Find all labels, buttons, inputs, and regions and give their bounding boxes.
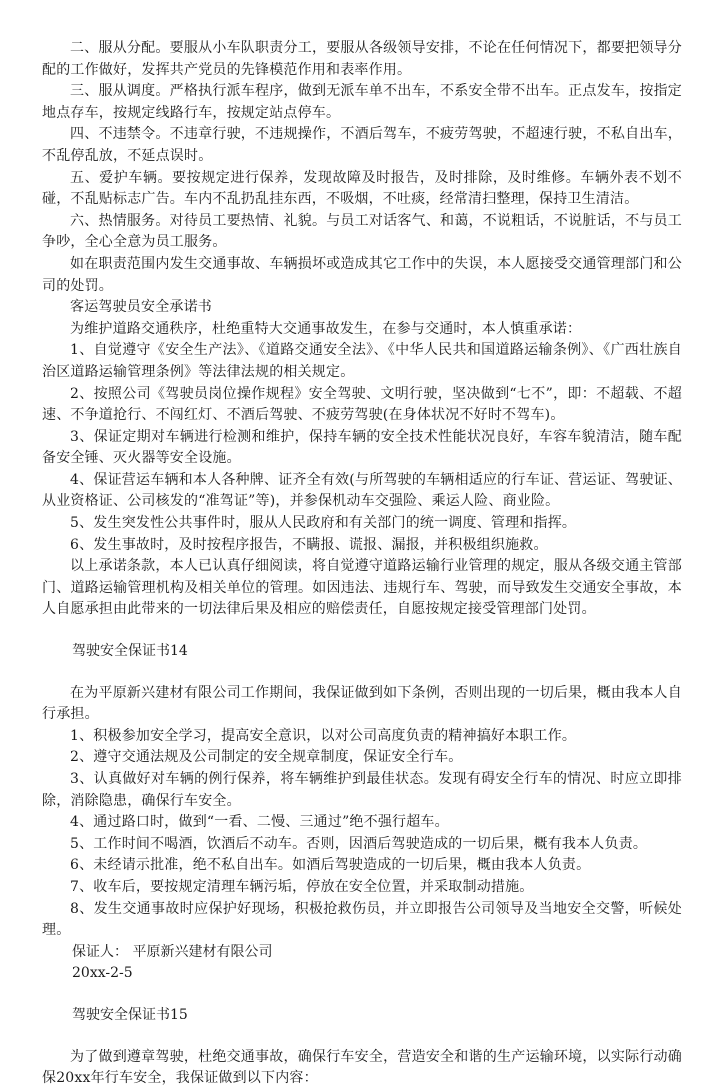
signature-date: 20xx-2-5 [72,965,133,982]
paragraph: 如在职责范围内发生交通事故、车辆损坏或造成其它工作中的失误，本人愿接受交通管理部门和公司的处罚。 [42,255,682,294]
intro-paragraph: 为维护道路交通秩序，杜绝重特大交通事故发生，在参与交通时，本人慎重承诺： [70,320,582,337]
intro-paragraph: 为了做到遵章驾驶，杜绝交通事故，确保行车安全，营造安全和谐的生产运输环境，以实际行动确保20xx年行车安全，我保证做到以下内容： [42,1048,682,1087]
section-title: 驾驶安全保证书14 [72,643,188,660]
intro-paragraph: 在为平原新兴建材有限公司工作期间，我保证做到如下条例，否则出现的一切后果，概由我本人自行承担。 [42,684,682,723]
list-item: 5、工作时间不喝酒，饮酒后不动车。否则，因酒后驾驶造成的一切后果，概有我本人负责。 [70,835,648,852]
guarantor-label: 保证人： [72,943,128,960]
list-item: 6、未经请示批准，绝不私自出车。如酒后驾驶造成的一切后果，概由我本人负责。 [70,857,591,874]
list-item: 8、发生交通事故时应保护好现场，积极抢救伤员，并立即报告公司领导及当地安全交警，听候处理。 [42,900,682,939]
list-item: 2、按照公司《驾驶员岗位操作规程》安全驾驶、文明行驶，坚决做到“七不”，即：不超载、不超速、不争道抢行、不闯红灯、不酒后驾驶、不疲劳驾驶(在身体状况不好时不驾车)。 [42,385,682,424]
paragraph: 六、热情服务。对待员工要热情、礼貌。与员工对话客气、和蔼，不说粗话，不说脏话，不与员工争吵，全心全意为员工服务。 [42,212,682,251]
list-item: 4、保证营运车辆和本人各种牌、证齐全有效(与所驾驶的车辆相适应的行车证、营运证、驾驶证、从业资格证、公司核发的“准驾证”等)，并参保机动车交强险、乘运人险、商业险。 [42,471,682,510]
list-item: 7、收车后，要按规定清理车辆污垢，停放在安全位置，并采取制动措施。 [70,878,534,895]
section-title: 驾驶安全保证书15 [72,1006,188,1023]
list-item: 1、积极参加安全学习，提高安全意识，以对公司高度负责的精神搞好本职工作。 [70,727,577,744]
section-duty-rules [42,38,682,297]
guarantor-name: 平原新兴建材有限公司 [132,943,273,960]
guarantor-line [42,942,682,964]
closing-paragraph: 以上承诺条款，本人已认真仔细阅读，将自觉遵守道路运输行业管理的规定，服从各级交通主管部门、道路运输管理机构及相关单位的管理。如因违法、违规行车、驾驶，而导致发生交通安全事故，本人自愿承担由此带来的一切法律后果及相应的赔偿责任，自愿按规定接受管理部门处罚。 [42,558,682,618]
section-safety-guarantee-14 [42,641,682,985]
list-item: 1、自觉遵守《安全生产法》、《道路交通安全法》、《中华人民共和国道路运输条例》、《广西壮族自治区道路运输管理条例》等法律法规的相关规定。 [42,342,682,380]
paragraph: 二、服从分配。要服从小车队职责分工，要服从各级领导安排，不论在任何情况下，都要把领导分配的工作做好，发挥共产党员的先锋模范作用和表率作用。 [42,40,682,78]
list-item: 6、发生事故时，及时按程序报告，不瞒报、谎报、漏报，并积极组织施救。 [70,536,548,553]
paragraph: 三、服从调度。严格执行派车程序，做到无派车单不出车，不系安全带不出车。正点发车，按指定地点存车，按规定线路行车，按规定站点停车。 [42,83,682,121]
list-item: 2、遵守交通法规及公司制定的安全规章制度，保证安全行车。 [70,749,463,766]
paragraph: 五、爱护车辆。要按规定进行保养，发现故障及时报告，及时排除，及时维修。车辆外表不划不碰，不乱贴标志广告。车内不乱扔乱挂东西，不吸烟，不吐痰，经常清扫整理，保持卫生清洁。 [42,169,682,208]
section-title: 客运驾驶员安全承诺书 [70,299,212,316]
list-item: 4、通过路口时，做到“一看、二慢、三通过”绝不强行超车。 [70,814,449,831]
list-item: 5、发生突发性公共事件时，服从人民政府和有关部门的统一调度、管理和指挥。 [70,515,577,532]
section-passenger-driver-pledge [42,297,682,621]
list-item: 3、认真做好对车辆的例行保养，将车辆维护到最佳状态。发现有碍安全行车的情况、时应立即排除，消除隐患，确保行车安全。 [42,771,682,809]
paragraph: 四、不违禁令。不违章行驶，不违规操作，不酒后驾车，不疲劳驾驶，不超速行驶，不私自出车，不乱停乱放，不延点误时。 [42,126,682,164]
list-item: 3、保证定期对车辆进行检测和维护，保持车辆的安全技术性能状况良好，车容车貌清洁，随车配备安全锤、灭火器等安全设施。 [42,428,682,467]
